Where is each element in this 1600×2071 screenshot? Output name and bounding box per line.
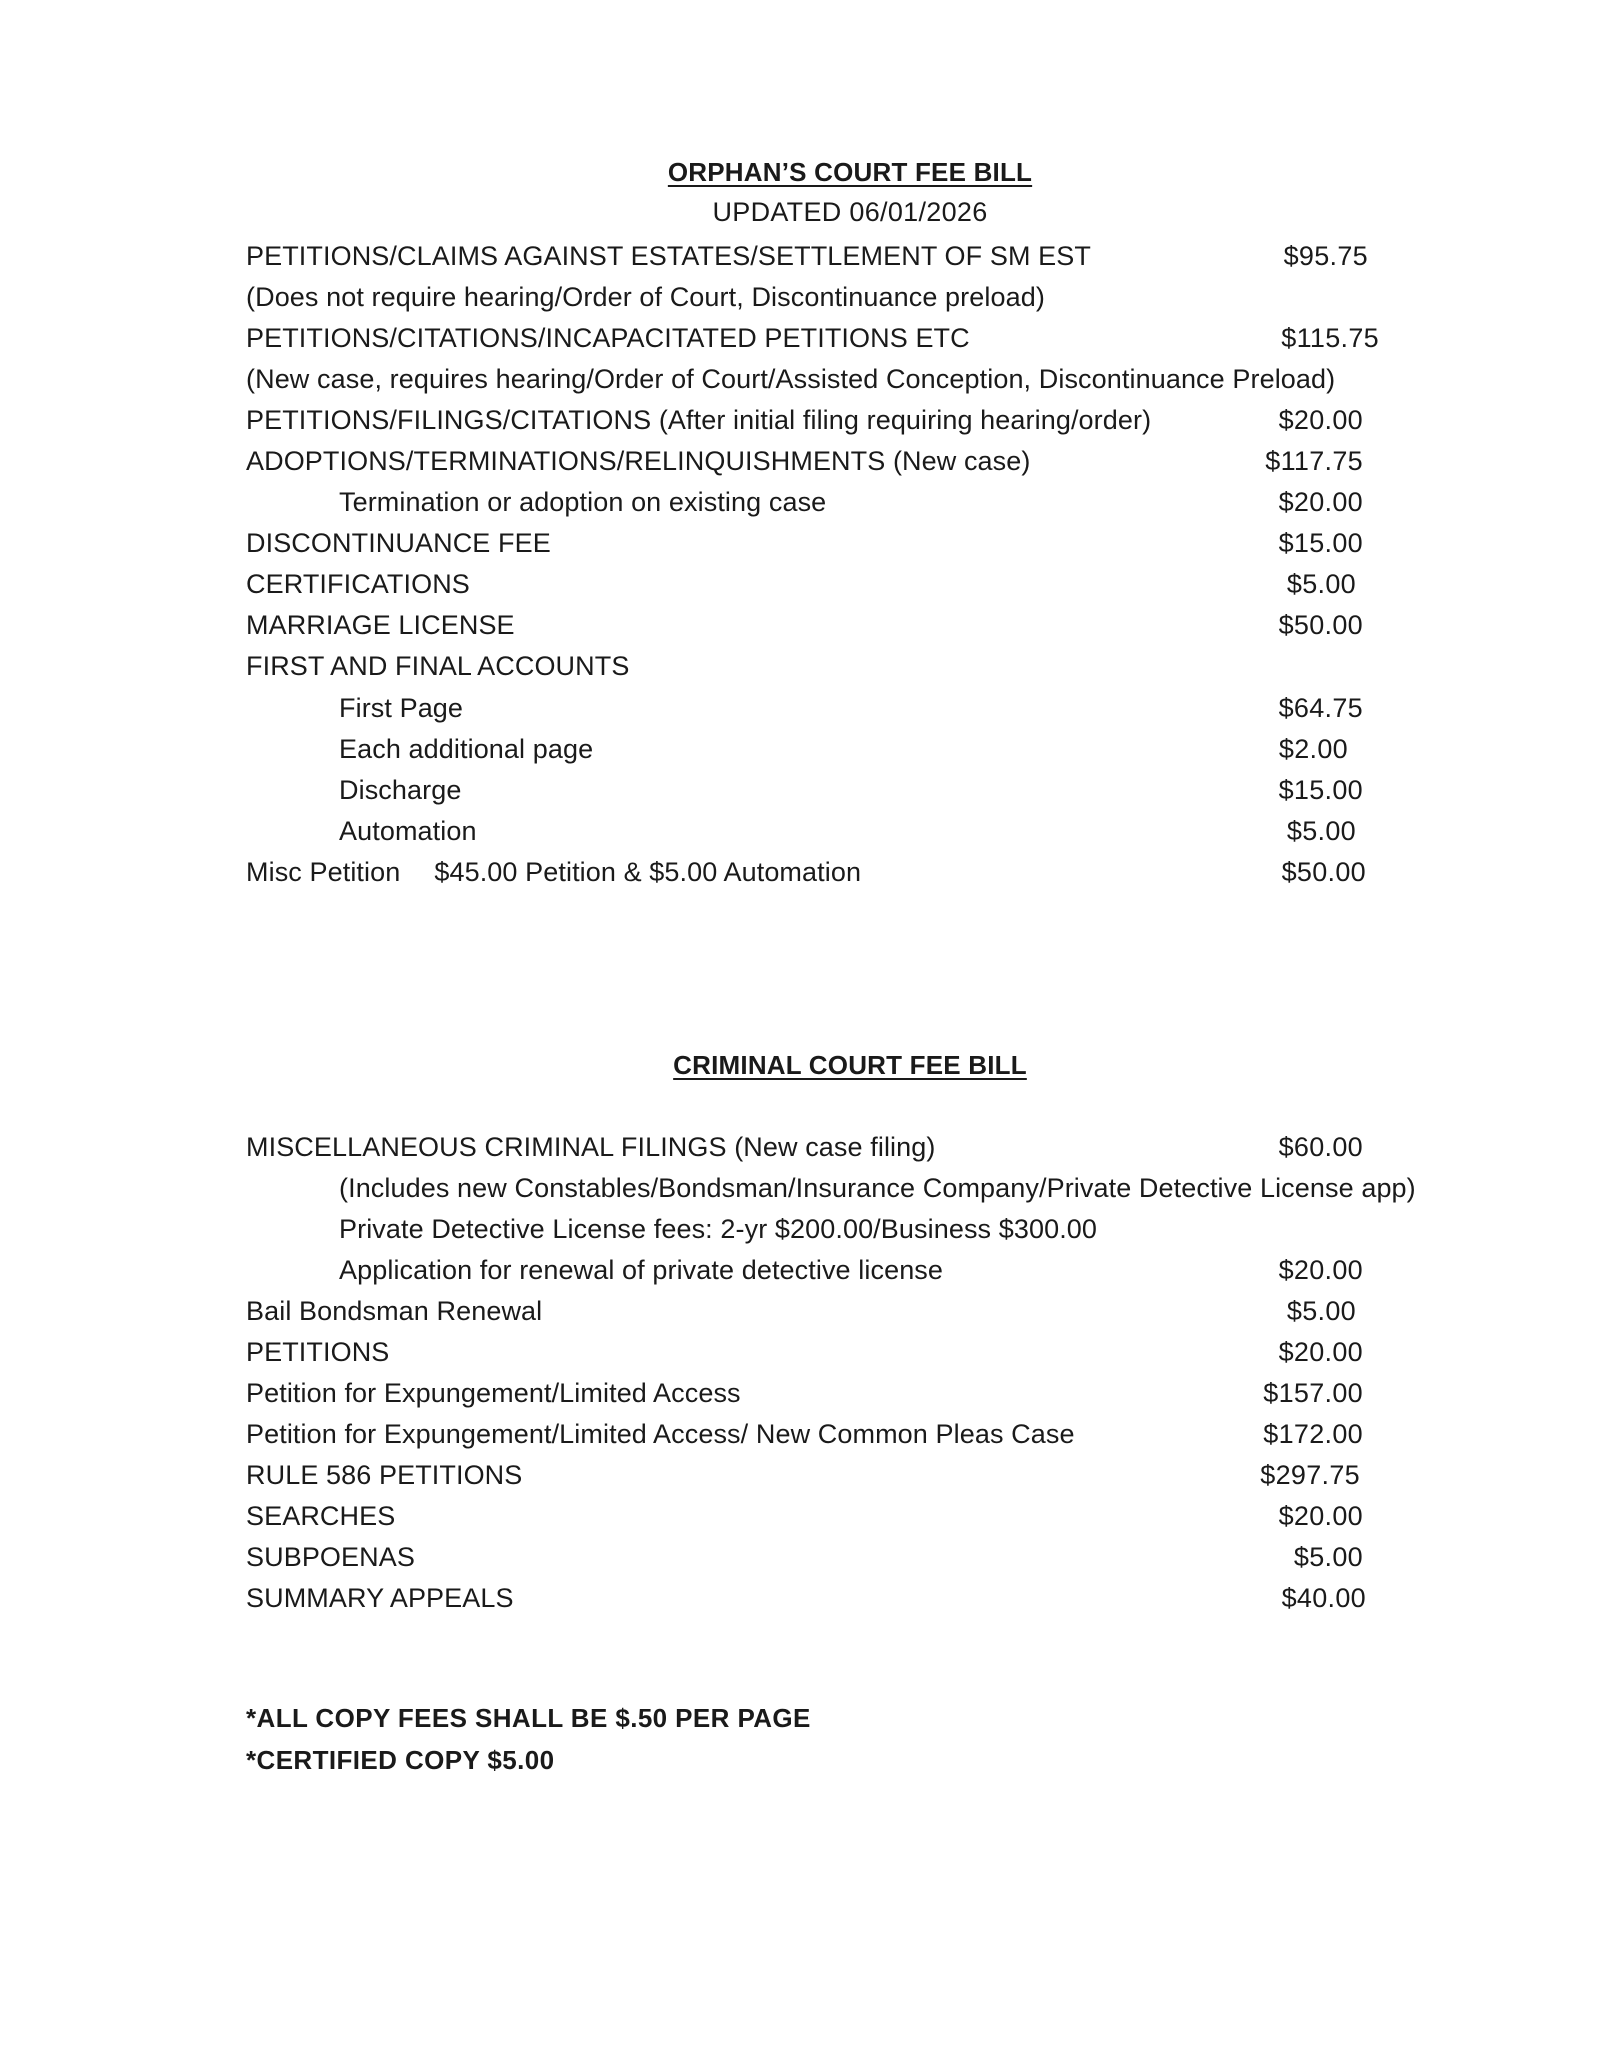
fee-label: Application for renewal of private detective license <box>339 1255 944 1285</box>
fee-row <box>0 1580 1600 1616</box>
fee-amount: $50.00 <box>1281 857 1366 887</box>
criminal-court-title: CRIMINAL COURT FEE BILL <box>673 1050 1027 1080</box>
fee-amount: $64.75 <box>1278 693 1363 723</box>
fee-row <box>0 1457 1600 1493</box>
fee-label: PETITIONS/CLAIMS AGAINST ESTATES/SETTLEMENT OF SM EST <box>246 241 1091 271</box>
fee-amount: $95.75 <box>1283 241 1368 271</box>
fee-amount: $115.75 <box>1281 323 1379 353</box>
fee-row <box>0 402 1600 438</box>
fee-label: First Page <box>339 693 464 723</box>
fee-amount: $5.00 <box>1286 1296 1356 1326</box>
fee-label: SUMMARY APPEALS <box>246 1583 514 1613</box>
fee-amount: $15.00 <box>1278 528 1363 558</box>
fee-label: RULE 586 PETITIONS <box>246 1460 523 1490</box>
fee-label: Automation <box>339 816 477 846</box>
fee-row <box>0 566 1600 602</box>
fee-row <box>0 1252 1600 1288</box>
fee-row <box>0 238 1600 274</box>
fee-amount: $2.00 <box>1278 734 1348 764</box>
fee-label: CERTIFICATIONS <box>246 569 470 599</box>
fee-amount: $50.00 <box>1278 610 1363 640</box>
fee-row <box>0 1539 1600 1575</box>
fee-row <box>0 690 1600 726</box>
certified-copy-note: *CERTIFIED COPY $5.00 <box>246 1745 555 1775</box>
fee-row <box>0 731 1600 767</box>
fee-label: PETITIONS <box>246 1337 390 1367</box>
fee-row <box>0 484 1600 520</box>
fee-row-note <box>0 1170 1600 1206</box>
fee-label: Petition for Expungement/Limited Access/ New Common Pleas Case <box>246 1419 1075 1449</box>
fee-label: MISCELLANEOUS CRIMINAL FILINGS (New case filing) <box>246 1132 936 1162</box>
fee-amount: $20.00 <box>1278 1337 1363 1367</box>
orphans-court-title: ORPHAN’S COURT FEE BILL <box>667 157 1033 187</box>
misc-detail: $45.00 Petition & $5.00 Automation <box>434 857 862 887</box>
fee-amount: $5.00 <box>1286 569 1356 599</box>
fee-row-misc <box>0 854 1600 890</box>
fee-note: Private Detective License fees: 2-yr $200.00/Business $300.00 <box>339 1214 1098 1244</box>
fee-amount: $297.75 <box>1260 1460 1360 1490</box>
fee-amount: $20.00 <box>1278 487 1363 517</box>
fee-row <box>0 525 1600 561</box>
fee-row-heading <box>0 648 1600 684</box>
fee-amount: $20.00 <box>1278 1255 1363 1285</box>
fee-label: PETITIONS/CITATIONS/INCAPACITATED PETITIONS ETC <box>246 323 970 353</box>
fee-label: Discharge <box>339 775 462 805</box>
fee-row-note <box>0 361 1600 397</box>
fee-label: SUBPOENAS <box>246 1542 415 1572</box>
fee-label: Bail Bondsman Renewal <box>246 1296 543 1326</box>
fee-amount: $157.00 <box>1263 1378 1363 1408</box>
copy-fee-note: *ALL COPY FEES SHALL BE $.50 PER PAGE <box>246 1703 811 1733</box>
fee-row-note <box>0 279 1600 315</box>
fee-row <box>0 772 1600 808</box>
fee-note: (Includes new Constables/Bondsman/Insurance Company/Private Detective License app) <box>339 1173 1416 1203</box>
fee-row <box>0 1498 1600 1534</box>
fee-row-note <box>0 1211 1600 1247</box>
fee-label: Each additional page <box>339 734 594 764</box>
fee-row <box>0 1416 1600 1452</box>
fee-row <box>0 607 1600 643</box>
fee-row <box>0 443 1600 479</box>
updated-date: UPDATED 06/01/2026 <box>712 197 988 227</box>
fee-row <box>0 1129 1600 1165</box>
fee-amount: $117.75 <box>1265 446 1363 476</box>
fee-label: Termination or adoption on existing case <box>339 487 827 517</box>
fee-amount: $5.00 <box>1293 1542 1363 1572</box>
fee-amount: $5.00 <box>1286 816 1356 846</box>
fee-note: (New case, requires hearing/Order of Court/Assisted Conception, Discontinuance Preload) <box>246 364 1336 394</box>
fee-label: FIRST AND FINAL ACCOUNTS <box>246 651 630 681</box>
fee-amount: $20.00 <box>1278 405 1363 435</box>
fee-label: DISCONTINUANCE FEE <box>246 528 551 558</box>
fee-row <box>0 320 1600 356</box>
fee-row <box>0 1375 1600 1411</box>
misc-label: Misc Petition <box>246 857 401 887</box>
fee-label: PETITIONS/FILINGS/CITATIONS (After initial filing requiring hearing/order) <box>246 405 1152 435</box>
fee-label: MARRIAGE LICENSE <box>246 610 515 640</box>
fee-amount: $40.00 <box>1281 1583 1366 1613</box>
fee-row <box>0 1334 1600 1370</box>
fee-note: (Does not require hearing/Order of Court, Discontinuance preload) <box>246 282 1045 312</box>
fee-amount: $15.00 <box>1278 775 1363 805</box>
fee-amount: $20.00 <box>1278 1501 1363 1531</box>
fee-row <box>0 813 1600 849</box>
fee-label: SEARCHES <box>246 1501 396 1531</box>
fee-amount: $172.00 <box>1263 1419 1363 1449</box>
fee-row <box>0 1293 1600 1329</box>
fee-label: Petition for Expungement/Limited Access <box>246 1378 741 1408</box>
fee-label: ADOPTIONS/TERMINATIONS/RELINQUISHMENTS (New case) <box>246 446 1031 476</box>
fee-amount: $60.00 <box>1278 1132 1363 1162</box>
